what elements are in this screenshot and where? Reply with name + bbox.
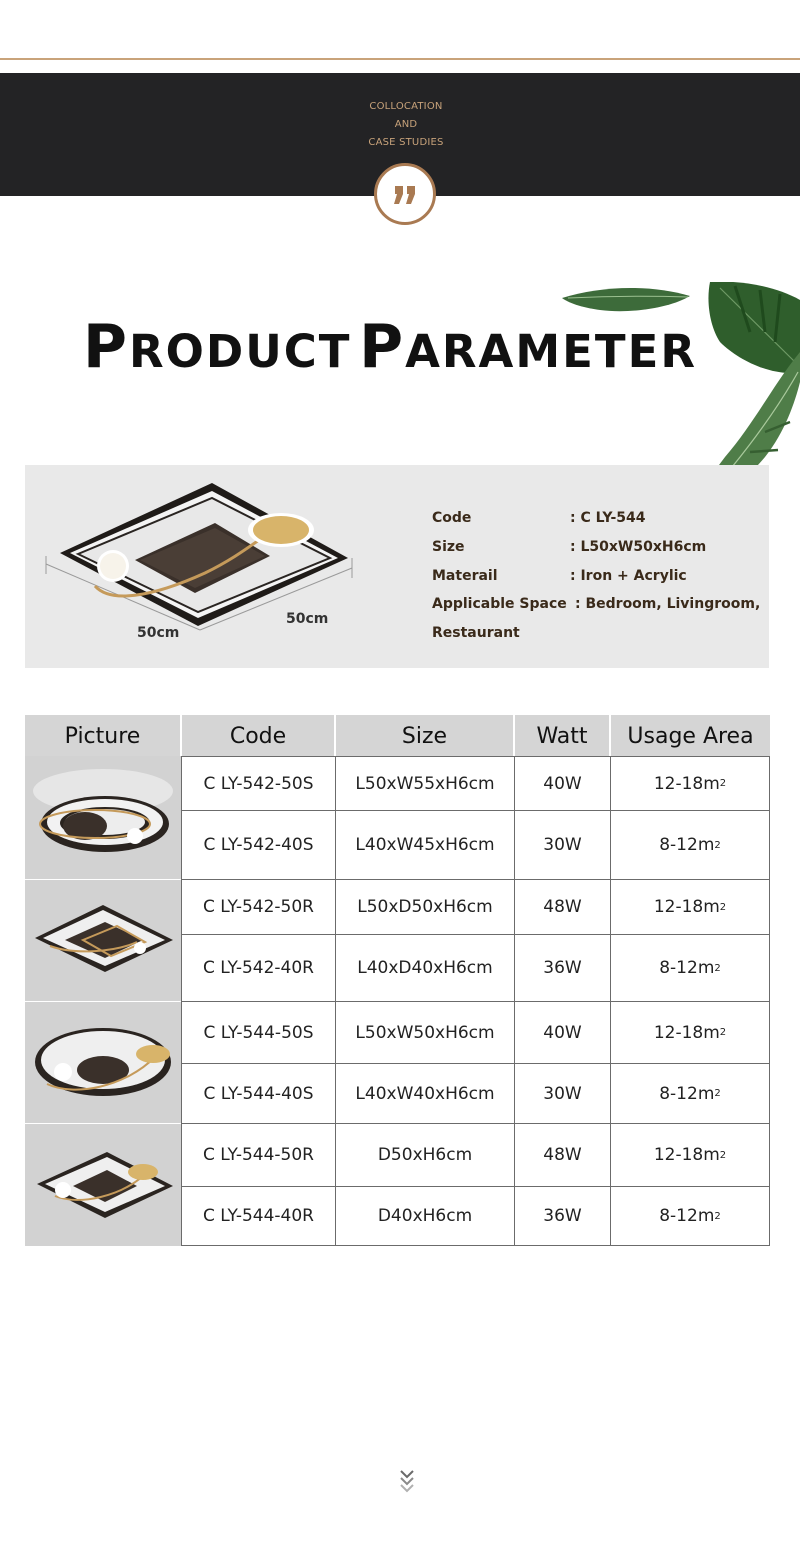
cell-size: L50xW50xH6cm bbox=[355, 1022, 495, 1043]
cell-watt: 48W bbox=[543, 1145, 582, 1165]
cell-size: L50xD50xH6cm bbox=[357, 897, 493, 917]
cell-size: L40xW40xH6cm bbox=[355, 1083, 495, 1104]
cell-area bbox=[611, 1064, 769, 1123]
cell-watt: 40W bbox=[543, 1022, 582, 1043]
cell-code: C LY-542-40S bbox=[203, 835, 314, 855]
spec-row-code bbox=[432, 503, 772, 532]
cell-watt: 40W bbox=[543, 773, 582, 794]
banner-caption bbox=[300, 98, 512, 152]
cell-area bbox=[611, 935, 769, 1001]
title-rest-1: RODUCT bbox=[128, 325, 352, 378]
header-picture: Picture bbox=[25, 715, 180, 756]
cell-watt: 36W bbox=[543, 1206, 582, 1226]
product-thumbnail bbox=[25, 1002, 181, 1123]
cell-size: D40xH6cm bbox=[377, 1206, 473, 1226]
area-value: 12-18m bbox=[653, 897, 720, 917]
top-divider-line bbox=[0, 58, 800, 60]
cell-code: C LY-542-50R bbox=[202, 897, 314, 917]
area-unit-superscript: 2 bbox=[714, 962, 721, 974]
cell-size: L50xW55xH6cm bbox=[355, 773, 495, 794]
spec-row-material bbox=[432, 561, 772, 590]
spec-label: Materail bbox=[432, 567, 498, 584]
area-value: 8-12m bbox=[659, 958, 715, 978]
quote-icon bbox=[374, 163, 436, 225]
cell-code: C LY-544-40R bbox=[202, 1206, 314, 1226]
header-size: Size bbox=[336, 715, 513, 756]
spec-row-size bbox=[432, 532, 772, 561]
area-value: 12-18m bbox=[653, 1022, 720, 1043]
cell-area bbox=[611, 1187, 769, 1245]
spec-value: : L50xW50xH6cm bbox=[570, 538, 707, 555]
cell-size: D50xH6cm bbox=[377, 1145, 473, 1165]
spec-value-continuation: Restaurant bbox=[432, 625, 520, 641]
product-thumbnail bbox=[25, 1124, 181, 1246]
area-unit-superscript: 2 bbox=[719, 1149, 727, 1161]
spec-label: Applicable Space bbox=[432, 596, 567, 612]
area-unit-superscript: 2 bbox=[719, 1027, 727, 1038]
table-rule bbox=[769, 756, 770, 1246]
spec-value: : Iron + Acrylic bbox=[570, 567, 687, 584]
cell-area bbox=[611, 1124, 769, 1186]
spec-value: : Bedroom, Livingroom, bbox=[575, 596, 761, 612]
product-thumbnail bbox=[25, 756, 181, 879]
area-unit-superscript: 2 bbox=[714, 1210, 721, 1222]
area-unit-superscript: 2 bbox=[719, 778, 727, 789]
area-unit-superscript: 2 bbox=[719, 901, 727, 913]
table-rule bbox=[182, 1245, 770, 1246]
title-rest-2: ARAMETER bbox=[405, 325, 697, 378]
cell-area bbox=[611, 811, 769, 879]
area-value: 8-12m bbox=[659, 835, 715, 855]
cell-code: C LY-542-40R bbox=[202, 958, 314, 978]
cell-area bbox=[611, 757, 769, 810]
spec-row-applicable-space bbox=[432, 590, 772, 648]
area-value: 12-18m bbox=[653, 773, 720, 794]
product-specs bbox=[432, 503, 772, 648]
dimension-label-right: 50cm bbox=[286, 611, 329, 627]
header-code: Code bbox=[182, 715, 334, 756]
area-value: 12-18m bbox=[653, 1145, 720, 1165]
area-value: 8-12m bbox=[659, 1083, 715, 1104]
banner-line-3: CASE STUDIES bbox=[368, 137, 444, 148]
spec-label: Size bbox=[432, 538, 465, 555]
spec-label: Code bbox=[432, 509, 472, 526]
banner-line-1: COLLOCATION bbox=[369, 101, 443, 112]
header-watt: Watt bbox=[515, 715, 609, 756]
cell-code: C LY-542-50S bbox=[203, 773, 314, 794]
cell-size: L40xW45xH6cm bbox=[355, 835, 495, 855]
cell-watt: 48W bbox=[543, 897, 582, 917]
area-unit-superscript: 2 bbox=[714, 839, 721, 851]
cell-code: C LY-544-40S bbox=[203, 1083, 314, 1104]
cell-code: C LY-544-50S bbox=[203, 1022, 314, 1043]
header-usage-area: Usage Area bbox=[611, 715, 770, 756]
page-title bbox=[0, 312, 780, 382]
spec-value: : C LY-544 bbox=[570, 509, 646, 526]
title-initial-2: P bbox=[359, 312, 406, 382]
banner-line-2: AND bbox=[394, 119, 418, 130]
cell-watt: 30W bbox=[543, 835, 582, 855]
cell-code: C LY-544-50R bbox=[202, 1145, 314, 1165]
dimension-label-left: 50cm bbox=[137, 625, 180, 641]
cell-area bbox=[611, 1002, 769, 1063]
title-initial-1: P bbox=[83, 312, 129, 382]
cell-size: L40xD40xH6cm bbox=[357, 958, 493, 978]
cell-area bbox=[611, 880, 769, 934]
cell-watt: 30W bbox=[543, 1083, 582, 1104]
area-value: 8-12m bbox=[659, 1206, 715, 1226]
chevron-down-icon[interactable] bbox=[398, 1468, 416, 1494]
product-thumbnail bbox=[25, 880, 181, 1001]
area-unit-superscript: 2 bbox=[714, 1088, 721, 1099]
cell-watt: 36W bbox=[543, 958, 582, 978]
